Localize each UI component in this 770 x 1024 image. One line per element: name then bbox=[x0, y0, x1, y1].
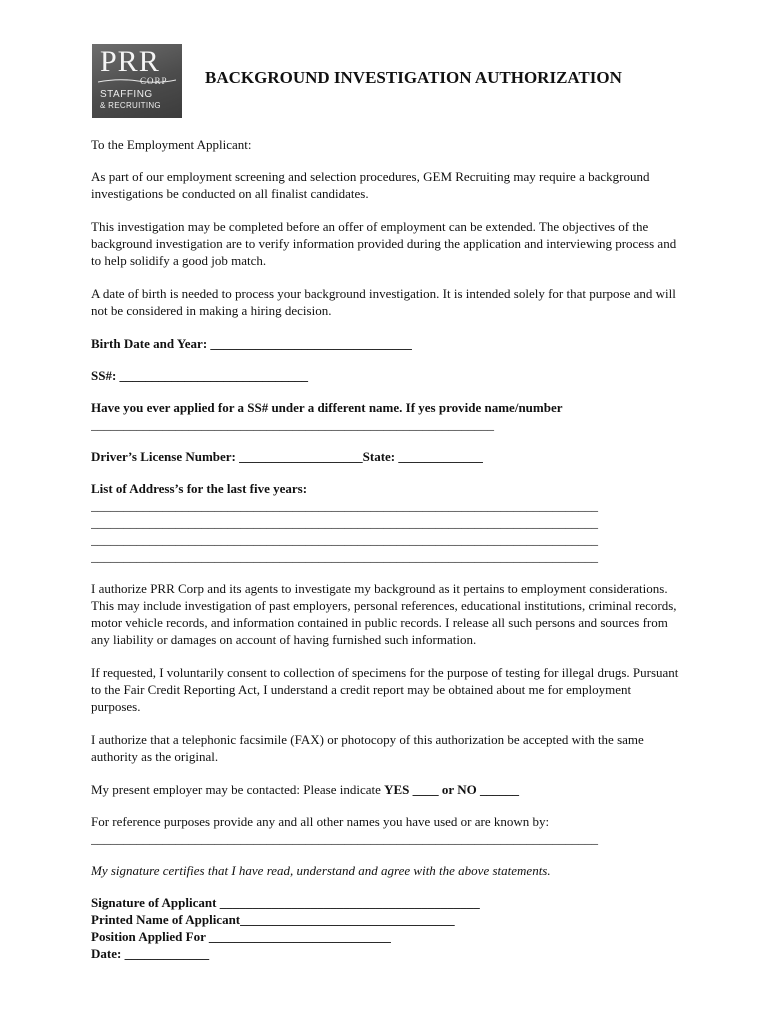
date-line[interactable]: Date: _____________ bbox=[91, 946, 210, 961]
addresses-label: List of Address’s for the last five years: bbox=[91, 481, 308, 496]
logo-text-sub: CORP bbox=[140, 76, 168, 86]
paragraph-birth-date: A date of birth is needed to process your background investigation. It is intended solely for that purpose and will not be considered in making a hiring decision. bbox=[91, 286, 676, 318]
employer-contact-field[interactable] bbox=[91, 781, 681, 798]
ssn-field[interactable]: SS#: _____________________________ bbox=[91, 368, 309, 383]
logo-text-main: PRR bbox=[100, 45, 160, 78]
other-names-line[interactable]: ______________________________________________________________________________ bbox=[91, 831, 598, 846]
drivers-license-field[interactable]: Driver’s License Number: ___________________State: _____________ bbox=[91, 449, 483, 464]
paragraph-objectives: This investigation may be completed before an offer of employment can be extended. The objectives of the background investigation are to verify information provided during the application and interviewing process and to help solidify a good job match. bbox=[91, 219, 677, 268]
other-ssn-question: Have you ever applied for a SS# under a different name. If yes provide name/number bbox=[91, 400, 563, 415]
certification-statement: My signature certifies that I have read, understand and agree with the above statements. bbox=[91, 863, 551, 878]
position-applied-line[interactable]: Position Applied For ____________________________ bbox=[91, 929, 391, 944]
company-logo bbox=[92, 44, 182, 118]
address-line[interactable]: ______________________________________________________________________________ bbox=[91, 549, 598, 564]
printed-name-line[interactable]: Printed Name of Applicant_________________________________ bbox=[91, 912, 455, 927]
address-line[interactable]: ______________________________________________________________________________ bbox=[91, 515, 598, 530]
address-line[interactable]: ______________________________________________________________________________ bbox=[91, 532, 598, 547]
other-ssn-line[interactable]: ______________________________________________________________ bbox=[91, 417, 494, 432]
logo-text-line2: & RECRUITING bbox=[100, 101, 161, 110]
logo-text-line1: STAFFING bbox=[100, 89, 153, 100]
yes-no-options[interactable]: YES ____ or NO ______ bbox=[384, 782, 519, 797]
employer-contact-prefix: My present employer may be contacted: Please indicate bbox=[91, 782, 385, 797]
paragraph-screening: As part of our employment screening and selection procedures, GEM Recruiting may require a background investigations be conducted on all finalist candidates. bbox=[91, 169, 650, 201]
paragraph-drug-testing: If requested, I voluntarily consent to collection of specimens for the purpose of testing for illegal drugs. Pursuant to the Fair Credit Reporting Act, I understand a credit report may be obtained about me for employment purposes. bbox=[91, 665, 679, 714]
address-line[interactable]: ______________________________________________________________________________ bbox=[91, 498, 598, 513]
paragraph-authorization: I authorize PRR Corp and its agents to investigate my background as it pertains to employment considerations. This may include investigation of past employers, personal references, educational institutions, criminal records, motor vehicle records, and information contained in public records. I release all such persons and sources from any liability or damages on account of having furnished such information. bbox=[91, 581, 677, 647]
other-names-label: For reference purposes provide any and all other names you have used or are known by: bbox=[91, 814, 550, 829]
birth-date-field[interactable]: Birth Date and Year: _______________________________ bbox=[91, 336, 412, 351]
paragraph-fax-copy: I authorize that a telephonic facsimile (FAX) or photocopy of this authorization be accepted with the same authority as the original. bbox=[91, 732, 644, 764]
signature-line[interactable]: Signature of Applicant ________________________________________ bbox=[91, 895, 480, 910]
document-title: BACKGROUND INVESTIGATION AUTHORIZATION bbox=[205, 68, 622, 87]
greeting: To the Employment Applicant: bbox=[91, 137, 252, 152]
document-body bbox=[91, 136, 681, 962]
